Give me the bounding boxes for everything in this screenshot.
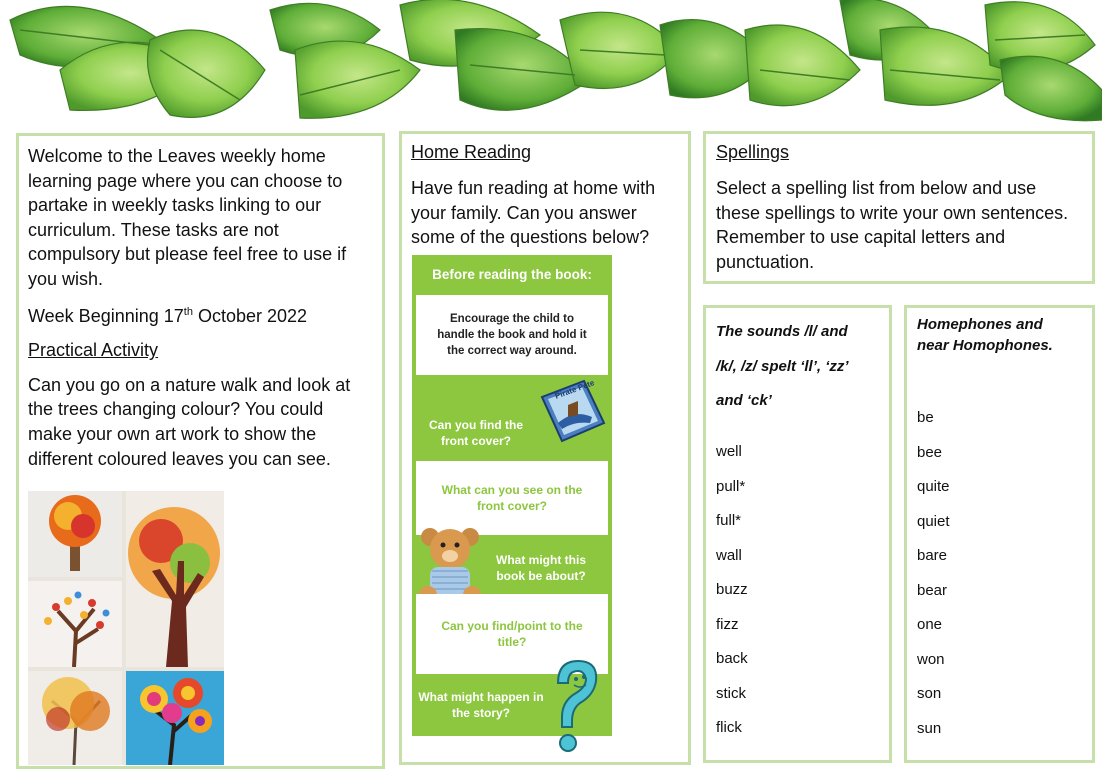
home-reading-heading: Home Reading (411, 142, 532, 162)
list-item: full* (716, 512, 742, 529)
list-item: won (917, 650, 945, 668)
list-item: buzz (716, 581, 748, 598)
spelling-list-homophones (904, 305, 1095, 763)
activity-text: Can you go on a nature walk and look at the trees changing colour? You could make your own art work to show the different coloured leaves you can see. (28, 374, 351, 469)
list-2-heading-line-1: Homephones and (917, 316, 1043, 333)
list-item: one (917, 616, 943, 633)
spellings-panel (703, 131, 1095, 284)
leaf-art-collage (28, 491, 224, 765)
bookmark-intro-card: Encourage the child to handle the book and hold it the correct way around. (416, 295, 608, 375)
spellings-text: Select a spelling list from below and use these spellings to write your own sentences. Remember to use capital letters and punctuation. (716, 178, 1069, 272)
list-1-heading-line-2: /k/, /z/ spelt ‘ll’, ‘zz’ (716, 357, 849, 375)
week-suffix: October 2022 (192, 305, 308, 326)
question-find-title: Can you find/point to the title? (416, 594, 608, 674)
question-see-cover: What can you see on the front cover? (416, 461, 608, 535)
list-1-heading-line-1: The sounds /l/ and (716, 323, 848, 340)
art-tile-button-tree (28, 581, 122, 667)
activity-heading: Practical Activity (28, 340, 159, 361)
leaves-banner (0, 0, 1102, 132)
question-mark-icon (550, 657, 602, 755)
list-2-heading-line-2: near Homophones. (917, 336, 1053, 354)
list-item: bare (917, 547, 948, 564)
list-item: back (716, 650, 748, 667)
home-reading-text: Have fun reading at home with your family. Can you answer some of the questions below? (411, 178, 656, 248)
art-tile-autumn-tree (28, 671, 122, 765)
question-happen: What might happen in the story? (418, 690, 544, 720)
list-item: flick (716, 719, 742, 736)
list-item: quite (917, 478, 950, 495)
welcome-panel (16, 133, 385, 769)
question-front-cover: Can you find the front cover? (429, 418, 523, 448)
week-beginning (28, 304, 372, 329)
list-1-heading-line-3: and ‘ck’ (716, 392, 772, 409)
list-item: well (716, 443, 742, 460)
art-tile-circle-tree (126, 671, 224, 765)
art-tile-fingerprint-tree (28, 491, 122, 577)
list-item: quiet (917, 512, 950, 530)
book-cover-icon (534, 375, 606, 447)
list-1-words (716, 435, 748, 746)
art-tile-hand-tree (126, 491, 224, 667)
list-2-words (917, 401, 950, 746)
list-item: sun (917, 719, 942, 737)
list-item: bee (917, 443, 943, 461)
list-item: fizz (716, 615, 739, 633)
list-item: stick (716, 684, 746, 702)
book-cover-title: Pirate Pete (553, 378, 596, 401)
list-item: son (917, 685, 942, 702)
list-item: bear (917, 581, 948, 599)
question-book-about: What might this book be about? (496, 553, 586, 583)
reading-bookmark (412, 255, 612, 736)
week-prefix: Week Beginning 17 (28, 305, 184, 326)
list-item: wall (716, 546, 742, 564)
spelling-list-ll-zz-ck (703, 305, 892, 763)
welcome-intro: Welcome to the Leaves weekly home learning page where you can choose to partake in weekly tasks linking to our curriculum. These tasks are not compulsory but please feel free to use if you wish. (28, 146, 347, 289)
bookmark-title: Before reading the book: (432, 267, 592, 282)
spellings-heading: Spellings (716, 142, 790, 162)
list-item: be (917, 409, 934, 426)
list-item: pull* (716, 477, 746, 495)
week-ordinal: th (183, 305, 193, 318)
home-reading-panel (399, 131, 691, 765)
